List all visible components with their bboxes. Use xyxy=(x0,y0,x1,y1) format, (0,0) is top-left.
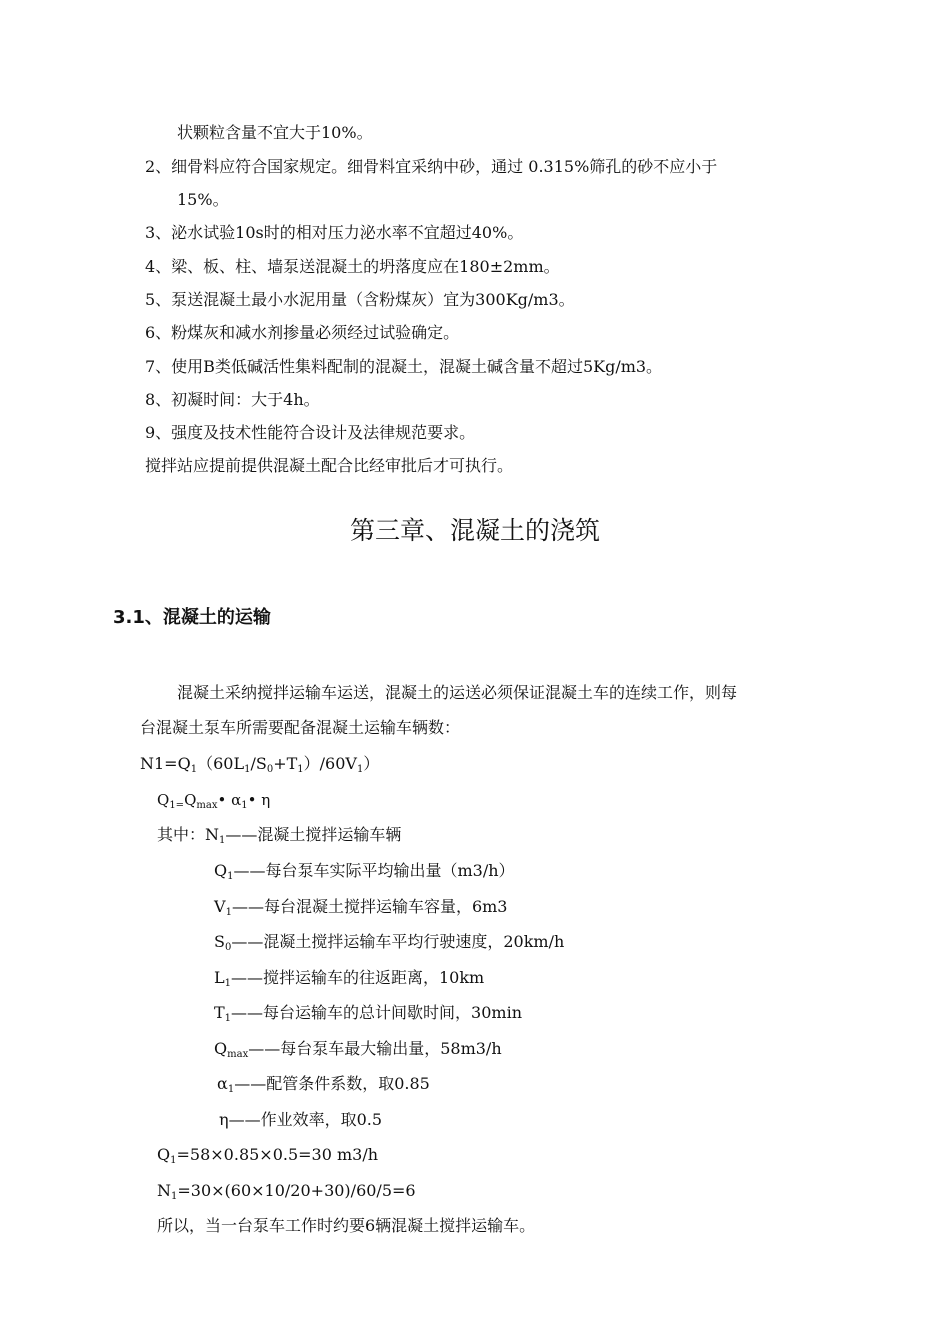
definition-text: ——配管条件系数，取0.85 xyxy=(234,1074,430,1093)
definition-s0 xyxy=(214,932,564,958)
list-item-9: 9、强度及技术性能符合设计及法律规范要求。 xyxy=(145,423,476,442)
list-item-5: 5、泵送混凝土最小水泥用量（含粉煤灰）宜为300Kg/m3。 xyxy=(145,290,575,309)
definition-alpha1 xyxy=(217,1074,430,1100)
formula-text: • η xyxy=(247,791,271,809)
paragraph-line-2: 台混凝土泵车所需要配备混凝土运输车辆数： xyxy=(140,718,461,737)
definition-symbol: T xyxy=(214,1003,225,1022)
definition-subscript: 1 xyxy=(227,871,234,882)
calculation-n1 xyxy=(157,1181,416,1207)
formula-subscript: 1 xyxy=(190,764,198,775)
list-item-continued: 状颗粒含量不宜大于10%。 xyxy=(177,123,373,142)
definition-subscript: 1 xyxy=(219,835,226,846)
calculation-subscript: 1 xyxy=(170,1155,177,1166)
definition-symbol: Q xyxy=(214,1039,228,1058)
calculation-text: =58×0.85×0.5=30 m3/h xyxy=(176,1145,379,1164)
formula-text: • α xyxy=(217,791,242,809)
definition-subscript: 1 xyxy=(225,907,232,918)
definition-lead xyxy=(157,825,401,851)
formula-subscript: 1= xyxy=(169,800,185,811)
definition-subscript: 1 xyxy=(227,1084,235,1095)
note-paragraph: 搅拌站应提前提供混凝土配合比经审批后才可执行。 xyxy=(145,456,514,475)
formula-text: Q xyxy=(157,791,170,809)
definition-symbol: L xyxy=(214,968,225,987)
definition-l1 xyxy=(214,968,484,994)
formula-n1 xyxy=(140,754,379,780)
definition-text: ——混凝土搅拌运输车辆 xyxy=(225,825,402,844)
definition-qmax xyxy=(214,1039,502,1065)
definition-text: ——每台泵车实际平均输出量（m3/h） xyxy=(233,861,515,880)
list-item-2-continued: 15%。 xyxy=(177,190,229,209)
calculation-symbol: Q xyxy=(157,1145,171,1164)
formula-text: N1=Q xyxy=(140,754,191,773)
conclusion: 所以，当一台泵车工作时约要6辆混凝土搅拌运输车。 xyxy=(157,1216,536,1235)
list-item-4: 4、梁、板、柱、墙泵送混凝土的坍落度应在180±2mm。 xyxy=(145,257,560,276)
definition-symbol: Q xyxy=(214,861,228,880)
calculation-text: =30×(60×10/20+30)/60/5=6 xyxy=(177,1181,416,1200)
formula-subscript: 1 xyxy=(244,764,251,775)
definition-eta: η——作业效率，取0.5 xyxy=(219,1110,383,1129)
list-item-3: 3、泌水试验10s时的相对压力泌水率不宜超过40%。 xyxy=(145,223,524,242)
definition-subscript: 1 xyxy=(224,978,231,989)
definition-symbol: V xyxy=(214,897,226,916)
formula-text: /S xyxy=(250,754,267,773)
calculation-subscript: 1 xyxy=(171,1191,178,1202)
formula-text: +T xyxy=(273,754,298,773)
calculation-symbol: N xyxy=(157,1181,171,1200)
definition-text: ——每台运输车的总计间歇时间，30min xyxy=(231,1003,523,1022)
formula-subscript: 1 xyxy=(241,800,248,811)
paragraph-line-1: 混凝土采纳搅拌运输车运送，混凝土的运送必须保证混凝土车的连续工作，则每 xyxy=(177,683,738,702)
definition-subscript: max xyxy=(227,1049,249,1060)
list-item-7: 7、使用B类低碱活性集料配制的混凝土，混凝土碱含量不超过5Kg/m3。 xyxy=(145,357,663,376)
list-item-2: 2、细骨料应符合国家规定。细骨料宜采纳中砂，通过 0.315%筛孔的砂不应小于 xyxy=(145,157,718,176)
definition-subscript: 0 xyxy=(224,942,232,953)
formula-subscript: 1 xyxy=(356,764,364,775)
formula-subscript: max xyxy=(196,800,218,811)
definition-subscript: 1 xyxy=(224,1013,232,1024)
definition-text: ——每台混凝土搅拌运输车容量，6m3 xyxy=(231,897,508,916)
list-item-8: 8、初凝时间：大于4h。 xyxy=(145,390,320,409)
formula-subscript: 0 xyxy=(266,764,274,775)
definition-t1 xyxy=(214,1003,522,1029)
definition-symbol: α xyxy=(217,1074,228,1093)
definition-text: 其中：N xyxy=(157,825,220,844)
calculation-q1 xyxy=(157,1145,378,1171)
definition-text: ——每台泵车最大输出量，58m3/h xyxy=(248,1039,502,1058)
list-item-6: 6、粉煤灰和减水剂掺量必须经过试验确定。 xyxy=(145,323,460,342)
chapter-title: 第三章、混凝土的浇筑 xyxy=(349,516,600,545)
formula-subscript: 1 xyxy=(297,764,304,775)
section-title: 3.1、混凝土的运输 xyxy=(113,607,271,628)
formula-text: Q xyxy=(184,791,197,809)
definition-text: ——搅拌运输车的往返距离，10km xyxy=(231,968,485,987)
formula-text: ）/60V xyxy=(303,754,357,773)
formula-q1 xyxy=(157,790,270,816)
definition-v1 xyxy=(214,897,507,923)
definition-q1 xyxy=(214,861,515,887)
definition-symbol: S xyxy=(214,932,225,951)
definition-text: ——混凝土搅拌运输车平均行驶速度，20km/h xyxy=(231,932,565,951)
formula-text: （60L xyxy=(197,754,245,773)
formula-text: ） xyxy=(363,754,380,773)
